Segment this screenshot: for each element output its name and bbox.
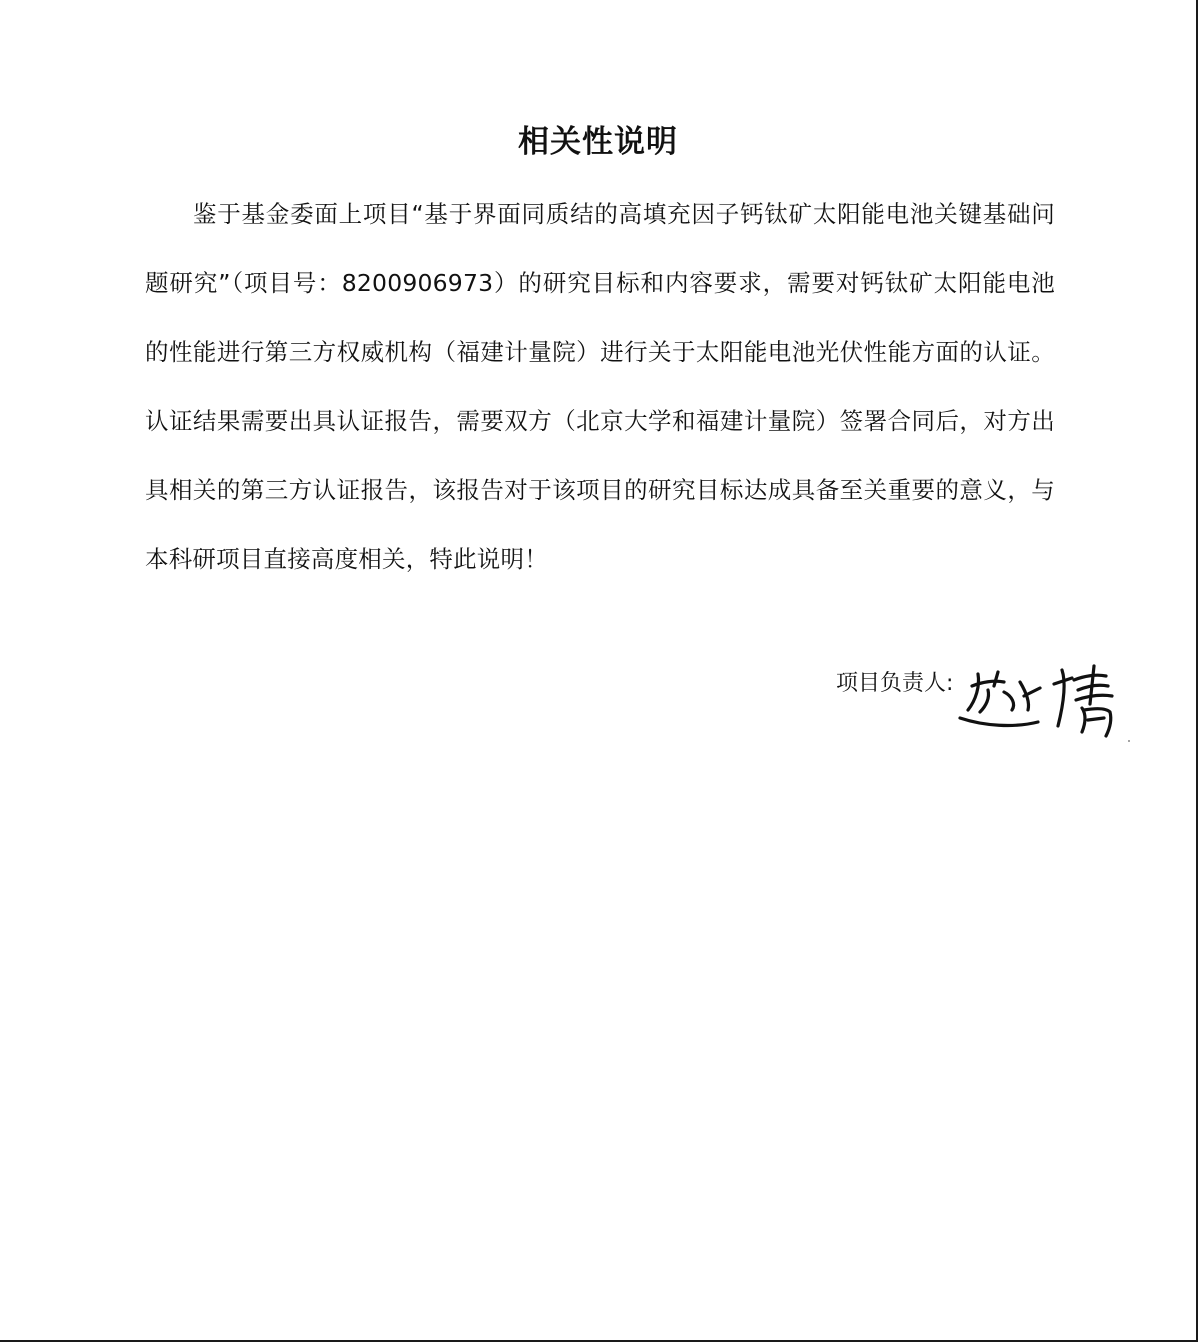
- handwritten-signature: [954, 652, 1134, 742]
- document-title: 相关性说明: [518, 124, 678, 160]
- scan-speck: [1128, 740, 1130, 742]
- signature-block: [836, 652, 1136, 742]
- signature-label: 项目负责人:: [836, 671, 954, 696]
- document-body: 鉴于基金委面上项目“基于界面同质结的高填充因子钙钛矿太阳能电池关键基础问题研究”（项目号：8200906973）的研究目标和内容要求，需要对钙钛矿太阳能电池的性能进行第三方权威机构（福建计量院）进行关于太阳能电池光伏性能方面的认证。认证结果需要出具认证报告，需要双方（北京大学和福建计量院）签署合同后，对方出具相关的第三方认证报告，该报告对于该项目的研究目标达成具备至关重要的意义，与本科研项目直接高度相关，特此说明！: [145, 200, 1055, 573]
